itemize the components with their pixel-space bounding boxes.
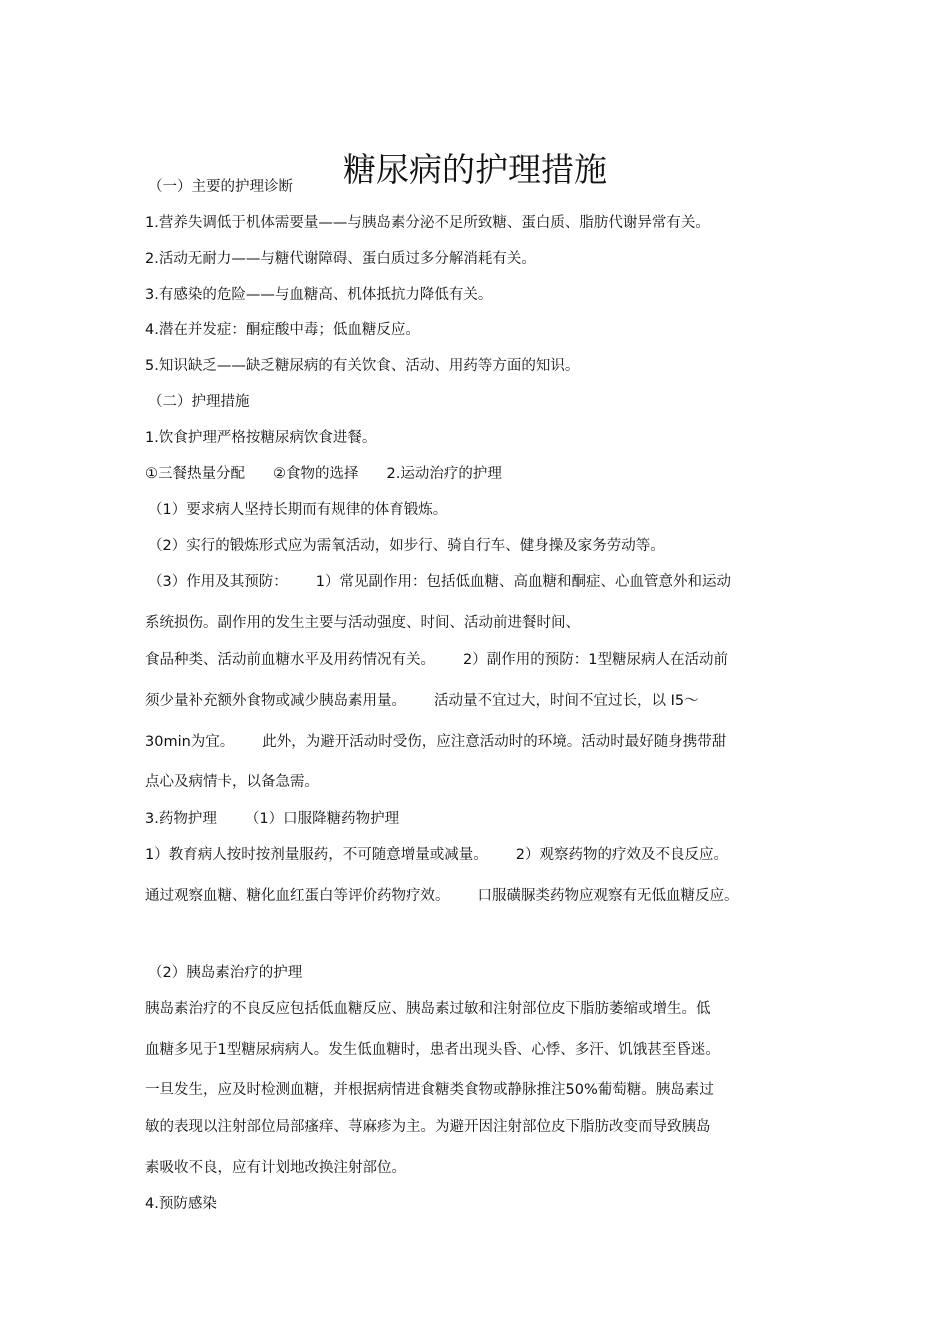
text-segment: 30min为宜。	[145, 734, 235, 750]
text-line	[145, 885, 739, 907]
text-segment: 2.活动无耐力——与糖代谢障碍、蛋白质过多分解消耗有关。	[145, 251, 536, 267]
text-line	[148, 391, 250, 413]
text-line	[148, 962, 302, 984]
text-segment: （3）作用及其预防：	[148, 574, 288, 590]
text-segment: 系统损伤。副作用的发生主要与活动强度、时间、活动前进餐时间、	[145, 615, 580, 631]
text-line	[145, 1116, 711, 1138]
document-title: 糖尿病的护理措施	[343, 150, 607, 190]
text-segment: 敏的表现以注射部位局部瘙痒、荨麻疹为主。为避开因注射部位皮下脂肪改变而导致胰岛	[145, 1119, 711, 1135]
text-segment: 食品种类、活动前血糖水平及用药情况有关。	[145, 652, 435, 668]
text-line	[145, 212, 710, 234]
text-segment: 5.知识缺乏——缺乏糖尿病的有关饮食、活动、用药等方面的知识。	[145, 358, 580, 374]
text-segment: （2）胰岛素治疗的护理	[148, 965, 303, 981]
text-segment: （2）实行的锻炼形式应为需氧活动，如步行、骑自行车、健身操及家务劳动等。	[148, 538, 665, 554]
text-segment: 2）副作用的预防：1型糖尿病人在活动前	[463, 652, 728, 668]
text-segment: 活动量不宜过大，时间不宜过长，以 I5～	[434, 693, 699, 709]
text-segment: 4.潜在并发症：酮症酸中毒；低血糖反应。	[145, 322, 420, 338]
text-segment: 素吸收不良，应有计划地改换注射部位。	[145, 1160, 406, 1176]
text-segment: 1.营养失调低于机体需要量——与胰岛素分泌不足所致糖、蛋白质、脂肪代谢异常有关。	[145, 215, 710, 231]
text-line	[148, 176, 293, 198]
text-segment: 点心及病情卡，以备急需。	[145, 774, 319, 790]
text-line	[145, 284, 492, 306]
text-line	[145, 1079, 714, 1101]
text-line	[145, 1157, 406, 1179]
text-line	[145, 731, 726, 753]
text-line	[145, 998, 711, 1020]
text-segment: 1）教育病人按时按剂量服药，不可随意增量或减量。	[145, 847, 488, 863]
text-line	[145, 463, 502, 485]
text-segment: 2）观察药物的疗效及不良反应。	[515, 847, 728, 863]
text-segment: 血糖多见于1型糖尿病病人。发生低血糖时，患者出现头昏、心悸、多汗、饥饿甚至昏迷。	[145, 1042, 720, 1058]
text-line	[145, 808, 399, 830]
text-line	[145, 319, 420, 341]
text-segment: 3.药物护理	[145, 811, 217, 827]
text-line	[145, 427, 376, 449]
text-segment: （1）要求病人坚持长期而有规律的体育锻炼。	[148, 502, 448, 518]
text-segment: 1）常见副作用：包括低血糖、高血糖和酮症、心血管意外和运动	[315, 574, 731, 590]
text-line	[145, 248, 536, 270]
text-line	[145, 690, 699, 712]
text-segment: （一）主要的护理诊断	[148, 179, 293, 195]
text-segment: （二）护理措施	[148, 394, 250, 410]
text-line	[148, 571, 731, 593]
text-segment: 此外，为避开活动时受伤，应注意活动时的环境。活动时最好随身携带甜	[262, 734, 727, 750]
text-segment: 须少量补充额外食物或减少胰岛素用量。	[145, 693, 406, 709]
text-segment: 通过观察血糖、糖化血红蛋白等评价药物疗效。	[145, 888, 450, 904]
text-segment: 一旦发生，应及时检测血糖，并根据病情进食糖类食物或静脉推注50%葡萄糖。胰岛素过	[145, 1082, 714, 1098]
text-line	[145, 844, 728, 866]
text-line	[148, 535, 665, 557]
text-line	[148, 499, 447, 521]
text-line	[145, 649, 728, 671]
text-line	[145, 771, 319, 793]
text-segment: 4.预防感染	[145, 1196, 217, 1212]
text-line	[145, 612, 580, 634]
text-line	[145, 1039, 720, 1061]
text-segment: ①三餐热量分配	[145, 466, 245, 482]
text-segment: （1）口服降糖药物护理	[244, 811, 400, 827]
text-segment: 2.运动治疗的护理	[386, 466, 502, 482]
text-segment: 口服磺脲类药物应观察有无低血糖反应。	[477, 888, 739, 904]
text-line	[145, 1193, 217, 1215]
text-segment: 胰岛素治疗的不良反应包括低血糖反应、胰岛素过敏和注射部位皮下脂肪萎缩或增生。低	[145, 1001, 711, 1017]
text-segment: 3.有感染的危险——与血糖高、机体抵抗力降低有关。	[145, 287, 493, 303]
text-segment: 1.饮食护理严格按糖尿病饮食进餐。	[145, 430, 377, 446]
text-segment: ②食物的选择	[273, 466, 359, 482]
text-line	[145, 355, 579, 377]
